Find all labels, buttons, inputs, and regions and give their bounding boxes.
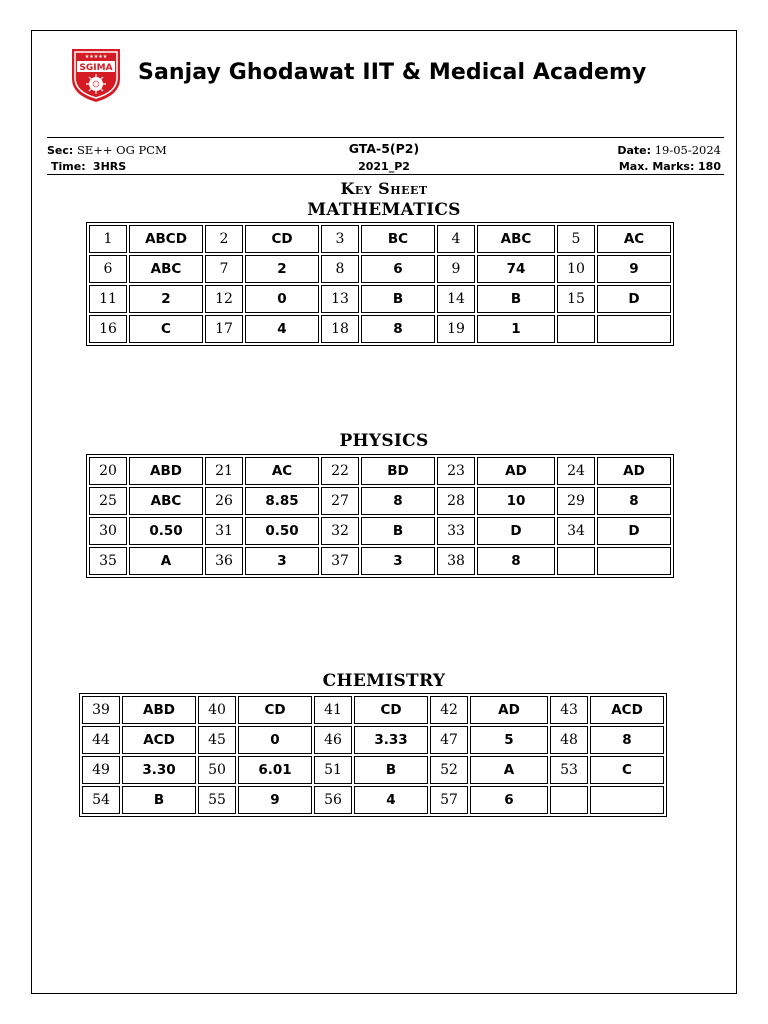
question-number: 40 [198,696,236,724]
date-value: 19-05-2024 [654,143,721,157]
answer-key: BC [361,225,435,253]
answer-key: 3.33 [354,726,428,754]
date-line [617,144,721,157]
time-label: Time: [51,160,86,173]
test-code: 2021_P2 [358,160,410,173]
answer-key: ACD [122,726,196,754]
header-rule-bottom [47,174,724,175]
answer-key: C [129,315,203,343]
section-title-chemistry: CHEMISTRY [322,671,446,691]
question-number: 29 [557,487,595,515]
answer-key: 2 [245,255,319,283]
answer-key: 10 [477,487,555,515]
answer-key: BD [361,457,435,485]
question-number: 46 [314,726,352,754]
question-number: 24 [557,457,595,485]
time-value: 3HRS [92,160,127,173]
question-number: 49 [82,756,120,784]
answer-key: B [477,285,555,313]
sec-value: SE++ OG PCM [76,143,167,157]
answer-key: 8 [597,487,671,515]
question-number: 17 [205,315,243,343]
question-number: 55 [198,786,236,814]
question-number: 39 [82,696,120,724]
marks-value: 180 [698,160,721,173]
question-number: 13 [321,285,359,313]
answer-key: B [354,756,428,784]
answer-key: A [470,756,548,784]
question-number: 6 [89,255,127,283]
table-row [82,756,664,784]
question-number: 38 [437,547,475,575]
table-row [89,547,671,575]
question-number [550,786,588,814]
section-title-physics: PHYSICS [339,431,429,451]
question-number: 18 [321,315,359,343]
answer-key: 74 [477,255,555,283]
question-number: 8 [321,255,359,283]
question-number: 10 [557,255,595,283]
question-number: 7 [205,255,243,283]
answer-key: 9 [238,786,312,814]
answer-key: ABC [129,255,203,283]
marks-label: Max. Marks: [618,160,695,173]
question-number: 47 [430,726,468,754]
question-number: 26 [205,487,243,515]
answer-key: 6 [361,255,435,283]
question-number: 19 [437,315,475,343]
answer-key: A [129,547,203,575]
question-number: 22 [321,457,359,485]
answer-key: AD [470,696,548,724]
question-number [557,547,595,575]
answer-key: ABD [122,696,196,724]
logo-text: SGIMA [79,63,113,73]
answer-key: 3 [361,547,435,575]
answer-key: CD [354,696,428,724]
answer-key: 8 [477,547,555,575]
question-number: 50 [198,756,236,784]
answer-key: CD [245,225,319,253]
question-number: 41 [314,696,352,724]
question-number: 51 [314,756,352,784]
answer-key: 5 [470,726,548,754]
question-number: 16 [89,315,127,343]
table-row [82,786,664,814]
answer-key: D [597,285,671,313]
question-number: 34 [557,517,595,545]
question-number: 25 [89,487,127,515]
answer-key: AC [597,225,671,253]
table-row [89,225,671,253]
answer-key: D [597,517,671,545]
question-number: 31 [205,517,243,545]
answer-key: 8.85 [245,487,319,515]
sgima-logo [70,47,122,103]
question-number: 57 [430,786,468,814]
table-row [89,285,671,313]
marks-line [619,160,721,173]
question-number [557,315,595,343]
answer-key: 6.01 [238,756,312,784]
answer-key: B [122,786,196,814]
question-number: 3 [321,225,359,253]
question-number: 37 [321,547,359,575]
question-number: 27 [321,487,359,515]
date-label: Date: [617,144,652,157]
question-number: 5 [557,225,595,253]
answer-key: B [361,285,435,313]
question-number: 52 [430,756,468,784]
question-number: 43 [550,696,588,724]
answer-table-chemistry [79,693,667,817]
answer-key: 0 [238,726,312,754]
answer-key: 8 [361,487,435,515]
question-number: 20 [89,457,127,485]
question-number: 28 [437,487,475,515]
question-number: 4 [437,225,475,253]
answer-key: ACD [590,696,664,724]
test-name: GTA-5(P2) [348,141,420,156]
answer-key: 8 [590,726,664,754]
question-number: 23 [437,457,475,485]
answer-key [597,547,671,575]
answer-key: 4 [354,786,428,814]
answer-key: ABC [477,225,555,253]
answer-key: 0.50 [129,517,203,545]
sec-label: Sec: [47,144,74,157]
question-number: 53 [550,756,588,784]
institute-name: Sanjay Ghodawat IIT & Medical Academy [138,60,647,85]
answer-key [590,786,664,814]
answer-key: 2 [129,285,203,313]
answer-key: CD [238,696,312,724]
question-number: 2 [205,225,243,253]
answer-key: ABCD [129,225,203,253]
question-number: 33 [437,517,475,545]
answer-key: ABD [129,457,203,485]
question-number: 48 [550,726,588,754]
answer-key: 1 [477,315,555,343]
table-row [89,517,671,545]
question-number: 12 [205,285,243,313]
question-number: 32 [321,517,359,545]
question-number: 21 [205,457,243,485]
question-number: 14 [437,285,475,313]
table-row [89,315,671,343]
answer-key: 6 [470,786,548,814]
table-row [89,255,671,283]
question-number: 11 [89,285,127,313]
answer-key: 8 [361,315,435,343]
answer-key [597,315,671,343]
table-row [89,487,671,515]
question-number: 54 [82,786,120,814]
answer-key: AD [597,457,671,485]
header-rule-top [47,137,724,138]
answer-key: 4 [245,315,319,343]
answer-key: 3 [245,547,319,575]
answer-key: B [361,517,435,545]
answer-key: ABC [129,487,203,515]
table-row [82,726,664,754]
question-number: 1 [89,225,127,253]
answer-key: 0 [245,285,319,313]
question-number: 36 [205,547,243,575]
section-title-mathematics: MATHEMATICS [307,200,461,220]
answer-key: C [590,756,664,784]
table-row [82,696,664,724]
svg-text:★★★★★: ★★★★★ [84,54,108,60]
answer-key: 3.30 [122,756,196,784]
answer-table-physics [86,454,674,578]
key-sheet-title: Key Sheet [340,179,428,198]
table-row [89,457,671,485]
answer-key: AD [477,457,555,485]
answer-key: 9 [597,255,671,283]
answer-key: AC [245,457,319,485]
question-number: 30 [89,517,127,545]
question-number: 44 [82,726,120,754]
question-number: 35 [89,547,127,575]
answer-key: 0.50 [245,517,319,545]
question-number: 15 [557,285,595,313]
answer-table-mathematics [86,222,674,346]
answer-key: D [477,517,555,545]
question-number: 56 [314,786,352,814]
question-number: 42 [430,696,468,724]
question-number: 9 [437,255,475,283]
question-number: 45 [198,726,236,754]
